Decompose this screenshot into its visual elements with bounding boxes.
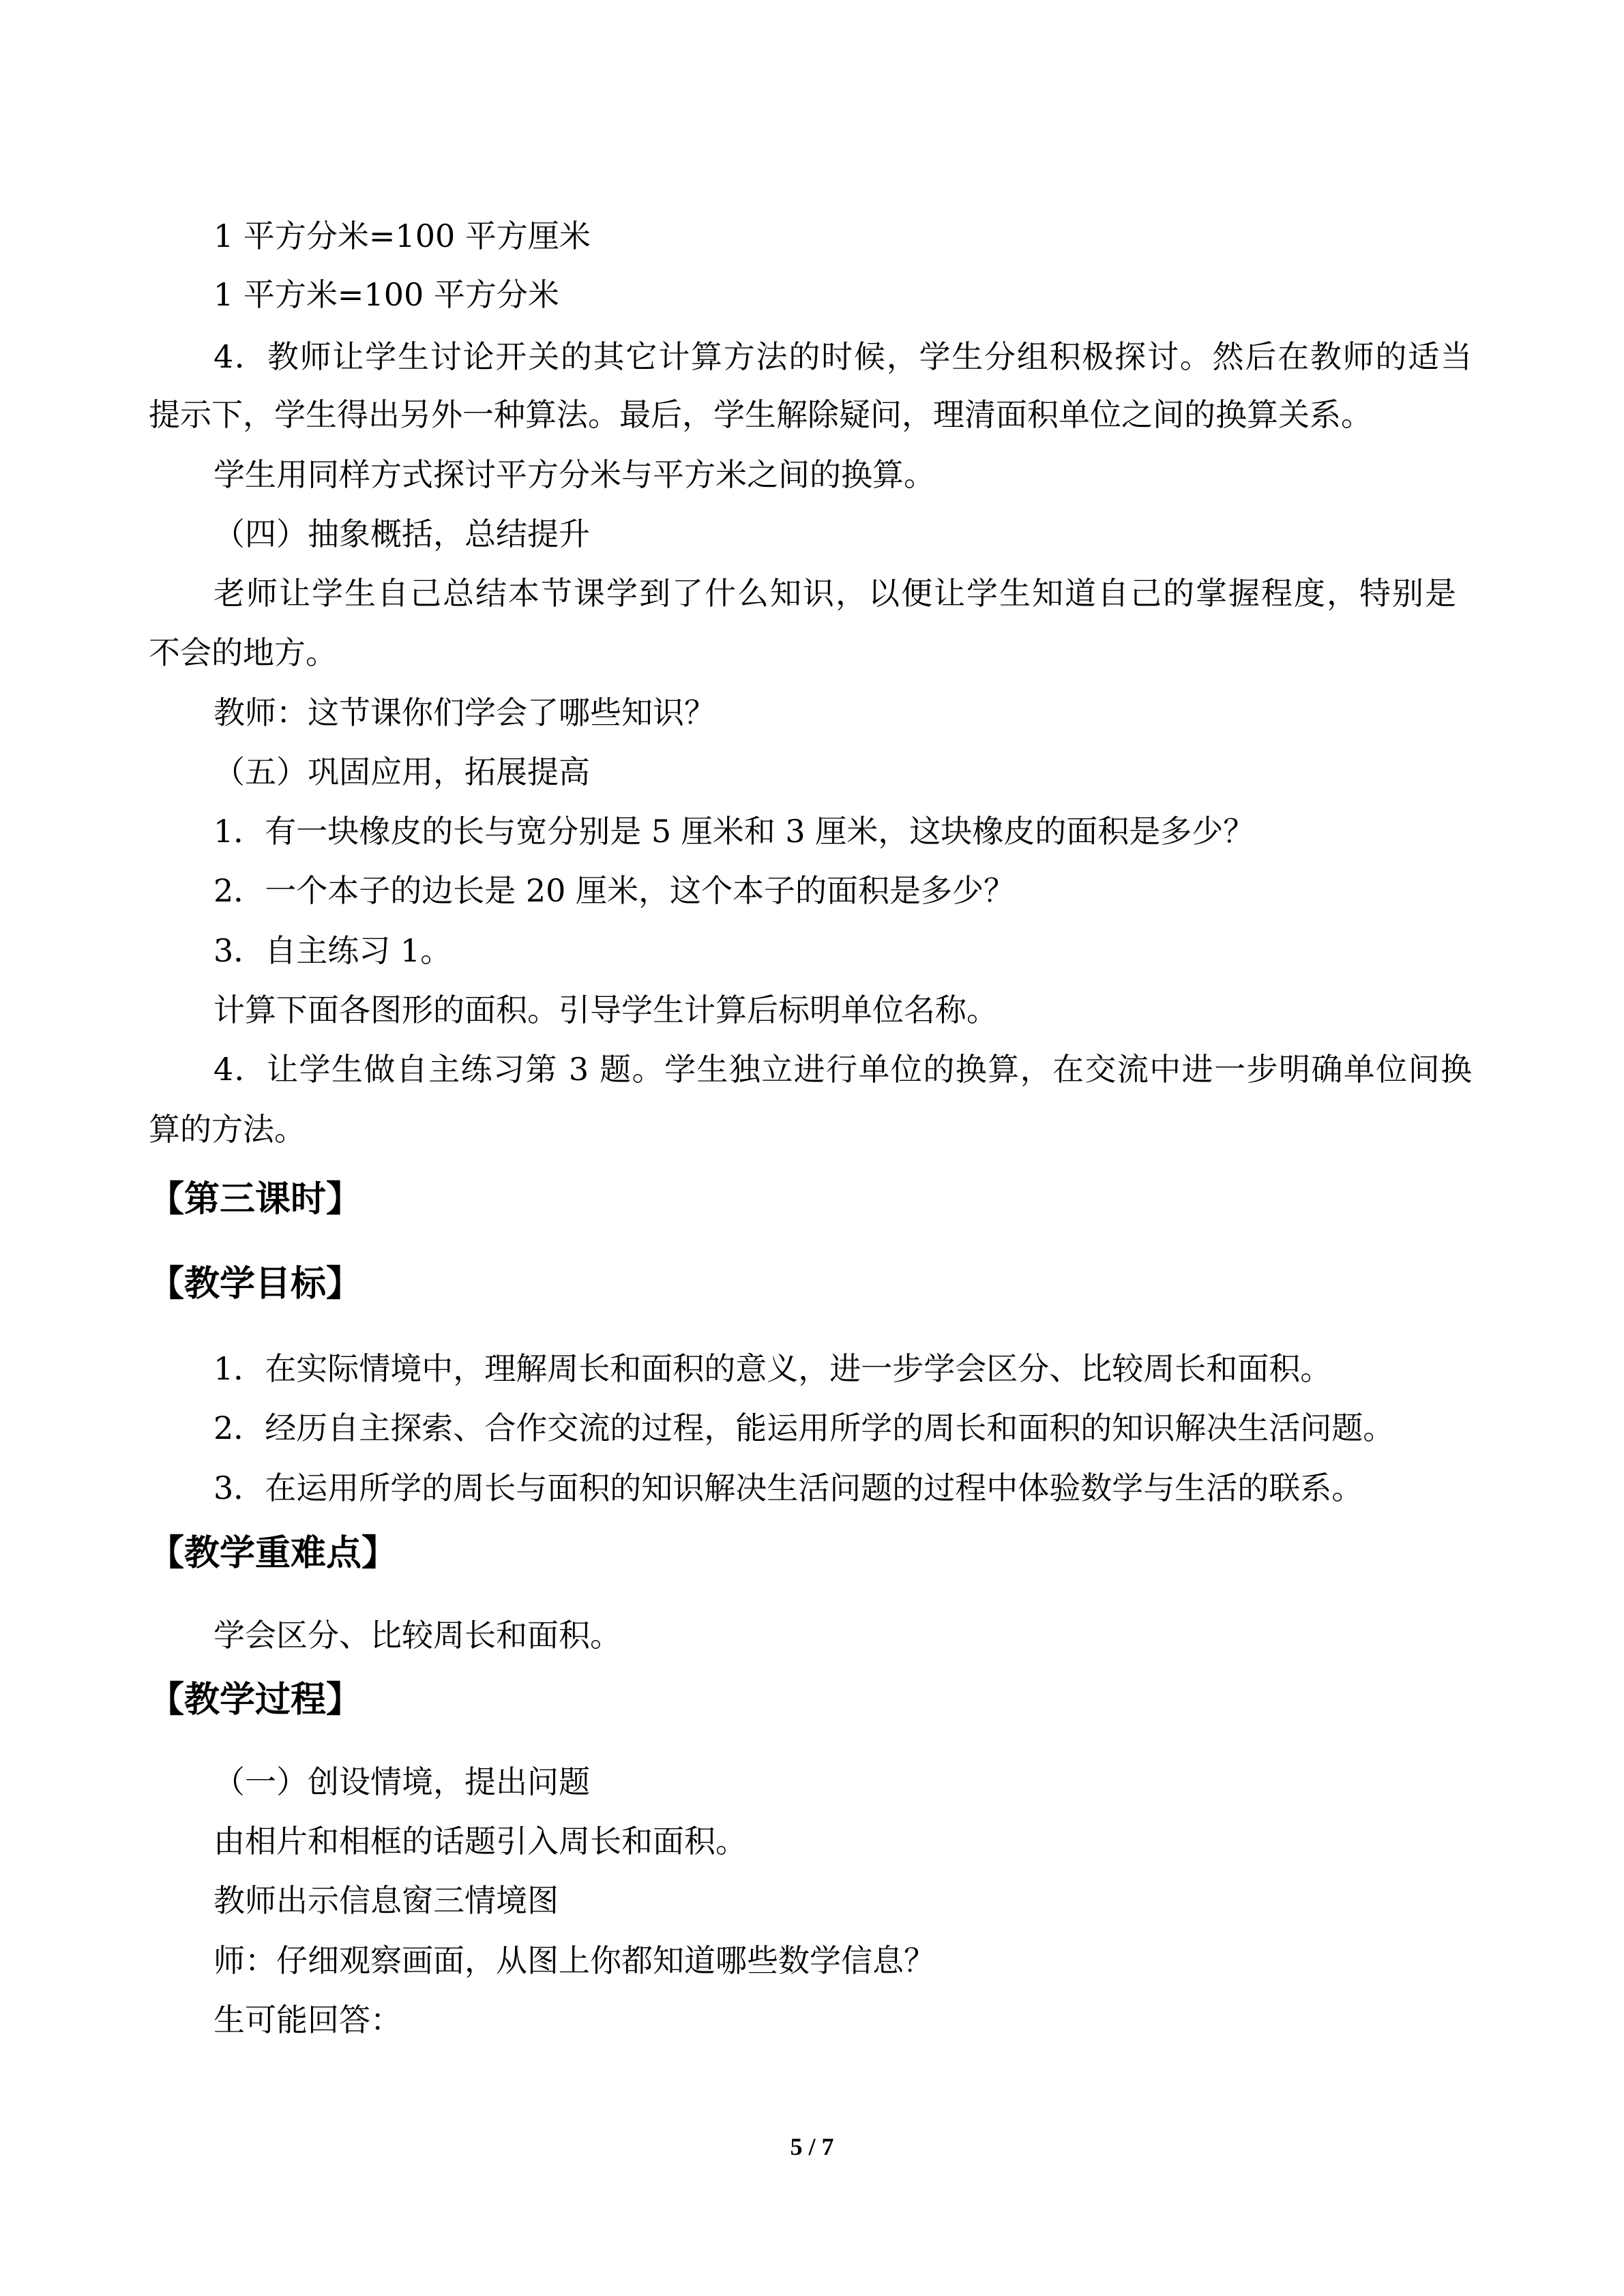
unit-conversion-line-1: 1 平方分米=100 平方厘米: [213, 218, 591, 254]
goal-2: 2．经历自主探索、合作交流的过程，能运用所学的周长和面积的知识解决生活问题。: [213, 1410, 1395, 1446]
same-method-text: 学生用同样方式探讨平方分米与平方米之间的换算。: [213, 456, 935, 493]
exercise-4-line-2: 算的方法。: [149, 1111, 306, 1148]
unit-conversion-line-2: 1 平方米=100 平方分米: [213, 276, 559, 313]
page-number: 5 / 7: [790, 2133, 834, 2160]
teaching-goals-heading: 【教学目标】: [149, 1264, 362, 1304]
paragraph-4-line-1: 4．教师让学生讨论开关的其它计算方法的时候，学生分组积极探讨。然后在教师的适当: [213, 338, 1472, 375]
goal-3: 3．在运用所学的周长与面积的知识解决生活问题的过程中体验数学与生活的联系。: [213, 1470, 1363, 1506]
exercise-3-detail: 计算下面各图形的面积。引导学生计算后标明单位名称。: [213, 992, 998, 1028]
summary-line-2: 不会的地方。: [149, 634, 337, 671]
key-points-text: 学会区分、比较周长和面积。: [213, 1617, 621, 1654]
paragraph-4-line-2: 提示下，学生得出另外一种算法。最后，学生解除疑问，理清面积单位之间的换算关系。: [149, 396, 1372, 433]
exercise-3: 3．自主练习 1。: [213, 932, 452, 969]
key-points-heading: 【教学重难点】: [149, 1533, 398, 1574]
lesson-3-heading: 【第三课时】: [149, 1179, 362, 1220]
exercise-2: 2．一个本子的边长是 20 厘米，这个本子的面积是多少？: [213, 872, 1016, 909]
step-1-title: （一）创设情境，提出问题: [213, 1763, 590, 1800]
step-1-intro: 由相片和相框的话题引入周长和面积。: [213, 1823, 747, 1860]
teaching-process-heading: 【教学过程】: [149, 1680, 362, 1720]
section-5-title: （五）巩固应用，拓展提高: [213, 754, 590, 790]
goal-1: 1．在实际情境中，理解周长和面积的意义，进一步学会区分、比较周长和面积。: [213, 1350, 1332, 1387]
teacher-question: 教师：这节课你们学会了哪些知识？: [213, 694, 715, 731]
step-1-student-answer: 生可能回答：: [213, 2001, 402, 2038]
exercise-1: 1．有一块橡皮的长与宽分别是 5 厘米和 3 厘米，这块橡皮的面积是多少？: [213, 813, 1255, 850]
summary-line-1: 老师让学生自己总结本节课学到了什么知识，以便让学生知道自己的掌握程度，特别是: [213, 575, 1456, 612]
step-1-teacher-question: 师：仔细观察画面，从图上你都知道哪些数学信息？: [213, 1942, 935, 1979]
step-1-show: 教师出示信息窗三情境图: [213, 1882, 559, 1919]
exercise-4-line-1: 4．让学生做自主练习第 3 题。学生独立进行单位的换算，在交流中进一步明确单位间换: [213, 1051, 1472, 1088]
section-4-title: （四）抽象概括，总结提升: [213, 516, 590, 552]
